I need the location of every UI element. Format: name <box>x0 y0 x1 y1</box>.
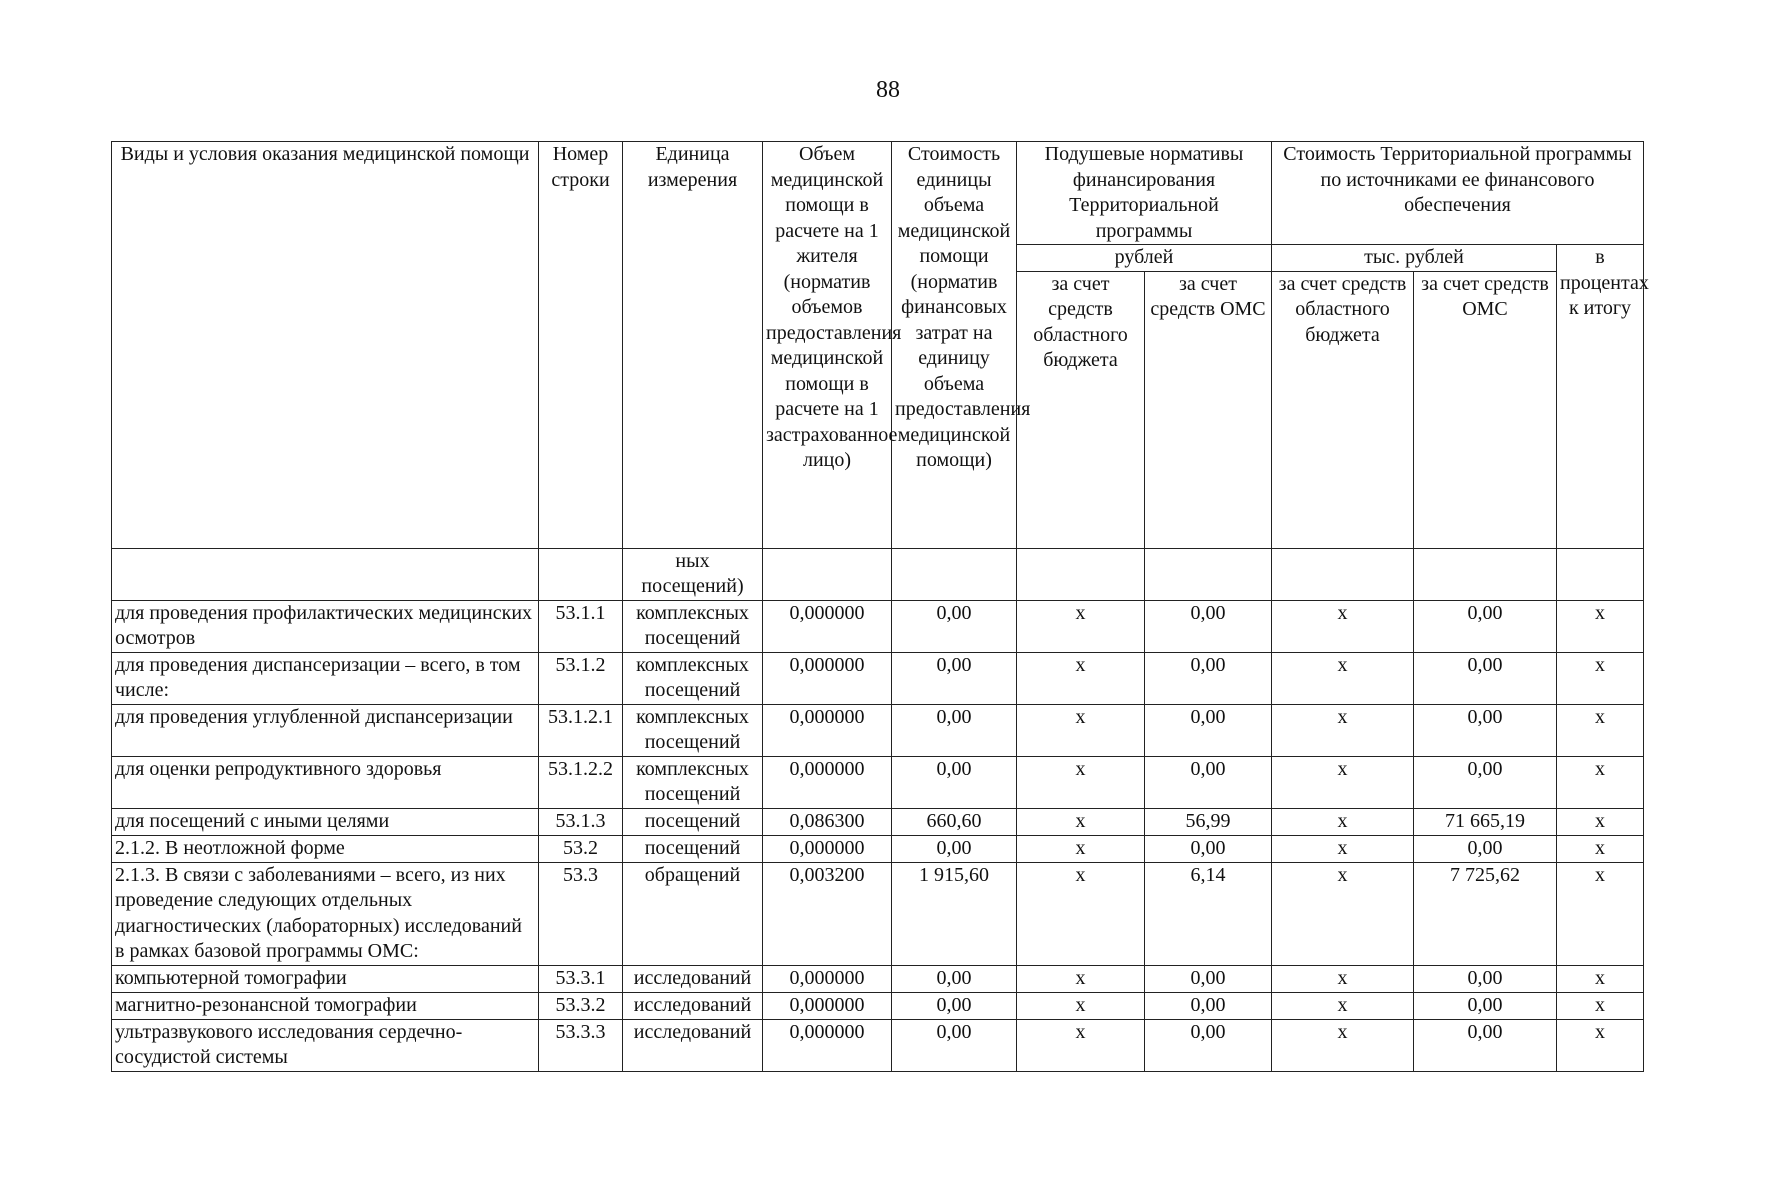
cell-tc-budget: x <box>1272 992 1414 1019</box>
cell-cost: 660,60 <box>892 808 1017 835</box>
cell-tc-oms: 71 665,19 <box>1414 808 1557 835</box>
cell-cost: 0,00 <box>892 600 1017 652</box>
cell-volume: 0,000000 <box>763 704 892 756</box>
cell-volume: 0,000000 <box>763 1019 892 1071</box>
cell-kind: для проведения профилактических медицинских осмотров <box>112 600 539 652</box>
cell-cost: 1 915,60 <box>892 862 1017 965</box>
cell-percent: x <box>1557 862 1644 965</box>
table-row <box>112 600 1644 652</box>
cell-tc-budget: x <box>1272 965 1414 992</box>
cell-unit: исследований <box>623 1019 763 1071</box>
cell-tc-budget: x <box>1272 652 1414 704</box>
cell-percent: x <box>1557 965 1644 992</box>
cell-cost: 0,00 <box>892 992 1017 1019</box>
page-number: 88 <box>876 77 900 103</box>
header-oms: за счет средств ОМС <box>1145 271 1272 548</box>
cell-pc-budget: x <box>1017 862 1145 965</box>
header-percent-total: в процентах к итогу <box>1557 245 1644 549</box>
cell-pc-oms: 0,00 <box>1145 652 1272 704</box>
continuation-row <box>112 548 1644 600</box>
cell-row-no: 53.3.1 <box>539 965 623 992</box>
header-per-capita-group: Подушевые нормативы финансирования Территориальной программы <box>1017 142 1272 245</box>
cell-percent: x <box>1557 808 1644 835</box>
cell-row-no: 53.1.2.1 <box>539 704 623 756</box>
cell-tc-oms: 0,00 <box>1414 756 1557 808</box>
cell-tc-oms: 7 725,62 <box>1414 862 1557 965</box>
cell-pc-oms: 56,99 <box>1145 808 1272 835</box>
cell-pc-budget: x <box>1017 808 1145 835</box>
cell-tc-oms: 0,00 <box>1414 965 1557 992</box>
cell-pc-budget: x <box>1017 600 1145 652</box>
cell-volume: 0,000000 <box>763 600 892 652</box>
cell-pc-budget: x <box>1017 992 1145 1019</box>
cell-tc-budget: x <box>1272 862 1414 965</box>
cell-percent: x <box>1557 704 1644 756</box>
cell-kind: ультразвукового исследования сердечно-сосудистой системы <box>112 1019 539 1071</box>
table-row <box>112 704 1644 756</box>
cell-cost: 0,00 <box>892 1019 1017 1071</box>
cell-unit: исследований <box>623 965 763 992</box>
cell-pc-oms: 0,00 <box>1145 992 1272 1019</box>
cell-row-no: 53.3.2 <box>539 992 623 1019</box>
header-row-no: Номер строки <box>539 142 623 549</box>
header-program-cost-group: Стоимость Территориальной программы по источниками ее финансового обеспечения <box>1272 142 1644 245</box>
header-regional-budget: за счет средств областного бюджета <box>1017 271 1145 548</box>
cell-tc-budget: x <box>1272 704 1414 756</box>
table-row <box>112 652 1644 704</box>
header-regional-budget-2: за счет средств областного бюджета <box>1272 271 1414 548</box>
cell-tc-budget: x <box>1272 835 1414 862</box>
cell-volume: 0,000000 <box>763 835 892 862</box>
cell-kind: 2.1.3. В связи с заболеваниями – всего, из них проведение следующих отдельных диагностических (лабораторных) исследований в рамках базовой программы ОМС: <box>112 862 539 965</box>
cell-kind: для оценки репродуктивного здоровья <box>112 756 539 808</box>
table-row <box>112 1019 1644 1071</box>
cell-row-no: 53.2 <box>539 835 623 862</box>
cell-tc-budget: x <box>1272 600 1414 652</box>
cell-percent: x <box>1557 1019 1644 1071</box>
cell-tc-budget: x <box>1272 1019 1414 1071</box>
cell-percent: x <box>1557 600 1644 652</box>
cell-kind: для проведения диспансеризации – всего, в том числе: <box>112 652 539 704</box>
cell-unit: исследований <box>623 992 763 1019</box>
cell-row-no: 53.1.1 <box>539 600 623 652</box>
cell-cost: 0,00 <box>892 756 1017 808</box>
cell-pc-budget: x <box>1017 756 1145 808</box>
header-volume: Объем медицинской помощи в расчете на 1 жителя (норматив объемов предоставления медицинской помощи в расчете на 1 застрахованное лицо) <box>763 142 892 549</box>
header-thousand-rubles: тыс. рублей <box>1272 245 1557 272</box>
cell-percent: x <box>1557 756 1644 808</box>
header-oms-2: за счет средств ОМС <box>1414 271 1557 548</box>
cell-cost: 0,00 <box>892 704 1017 756</box>
cell-pc-budget: x <box>1017 704 1145 756</box>
header-row-1 <box>112 142 1644 245</box>
cell-tc-oms: 0,00 <box>1414 1019 1557 1071</box>
cell-pc-oms: 0,00 <box>1145 835 1272 862</box>
cell-volume: 0,086300 <box>763 808 892 835</box>
cell-row-no: 53.1.2 <box>539 652 623 704</box>
continuation-unit: ных посещений) <box>623 548 763 600</box>
cell-pc-budget: x <box>1017 965 1145 992</box>
header-cost: Стоимость единицы объема медицинской помощи (норматив финансовых затрат на единицу объема предоставления медицинской помощи) <box>892 142 1017 549</box>
cell-pc-oms: 0,00 <box>1145 704 1272 756</box>
table-row <box>112 862 1644 965</box>
cell-unit: посещений <box>623 808 763 835</box>
cell-pc-budget: x <box>1017 652 1145 704</box>
cell-pc-oms: 0,00 <box>1145 965 1272 992</box>
cell-pc-oms: 6,14 <box>1145 862 1272 965</box>
cell-unit: комплексных посещений <box>623 704 763 756</box>
cell-unit: комплексных посещений <box>623 600 763 652</box>
cell-tc-oms: 0,00 <box>1414 600 1557 652</box>
cell-volume: 0,000000 <box>763 756 892 808</box>
cell-pc-oms: 0,00 <box>1145 1019 1272 1071</box>
financing-table <box>111 141 1649 1072</box>
cell-unit: посещений <box>623 835 763 862</box>
table-row <box>112 992 1644 1019</box>
cell-kind: для посещений с иными целями <box>112 808 539 835</box>
cell-volume: 0,000000 <box>763 992 892 1019</box>
cell-kind: магнитно-резонансной томографии <box>112 992 539 1019</box>
cell-unit: комплексных посещений <box>623 756 763 808</box>
cell-tc-oms: 0,00 <box>1414 652 1557 704</box>
cell-volume: 0,000000 <box>763 652 892 704</box>
header-unit: Единица измерения <box>623 142 763 549</box>
cell-kind: 2.1.2. В неотложной форме <box>112 835 539 862</box>
table-row <box>112 756 1644 808</box>
cell-unit: комплексных посещений <box>623 652 763 704</box>
cell-kind: компьютерной томографии <box>112 965 539 992</box>
cell-percent: x <box>1557 835 1644 862</box>
cell-percent: x <box>1557 652 1644 704</box>
cell-volume: 0,000000 <box>763 965 892 992</box>
cell-tc-budget: x <box>1272 756 1414 808</box>
cell-tc-oms: 0,00 <box>1414 704 1557 756</box>
cell-cost: 0,00 <box>892 965 1017 992</box>
cell-cost: 0,00 <box>892 652 1017 704</box>
cell-cost: 0,00 <box>892 835 1017 862</box>
header-kind: Виды и условия оказания медицинской помощи <box>112 142 539 549</box>
cell-kind: для проведения углубленной диспансеризации <box>112 704 539 756</box>
cell-pc-oms: 0,00 <box>1145 600 1272 652</box>
cell-tc-budget: x <box>1272 808 1414 835</box>
table-row <box>112 835 1644 862</box>
cell-unit: обращений <box>623 862 763 965</box>
cell-percent: x <box>1557 992 1644 1019</box>
cell-row-no: 53.1.3 <box>539 808 623 835</box>
cell-pc-oms: 0,00 <box>1145 756 1272 808</box>
cell-row-no: 53.3 <box>539 862 623 965</box>
cell-row-no: 53.1.2.2 <box>539 756 623 808</box>
header-rubles: рублей <box>1017 245 1272 272</box>
cell-tc-oms: 0,00 <box>1414 992 1557 1019</box>
cell-volume: 0,003200 <box>763 862 892 965</box>
cell-row-no: 53.3.3 <box>539 1019 623 1071</box>
cell-pc-budget: x <box>1017 1019 1145 1071</box>
table-row <box>112 965 1644 992</box>
table-row <box>112 808 1644 835</box>
cell-tc-oms: 0,00 <box>1414 835 1557 862</box>
cell-pc-budget: x <box>1017 835 1145 862</box>
